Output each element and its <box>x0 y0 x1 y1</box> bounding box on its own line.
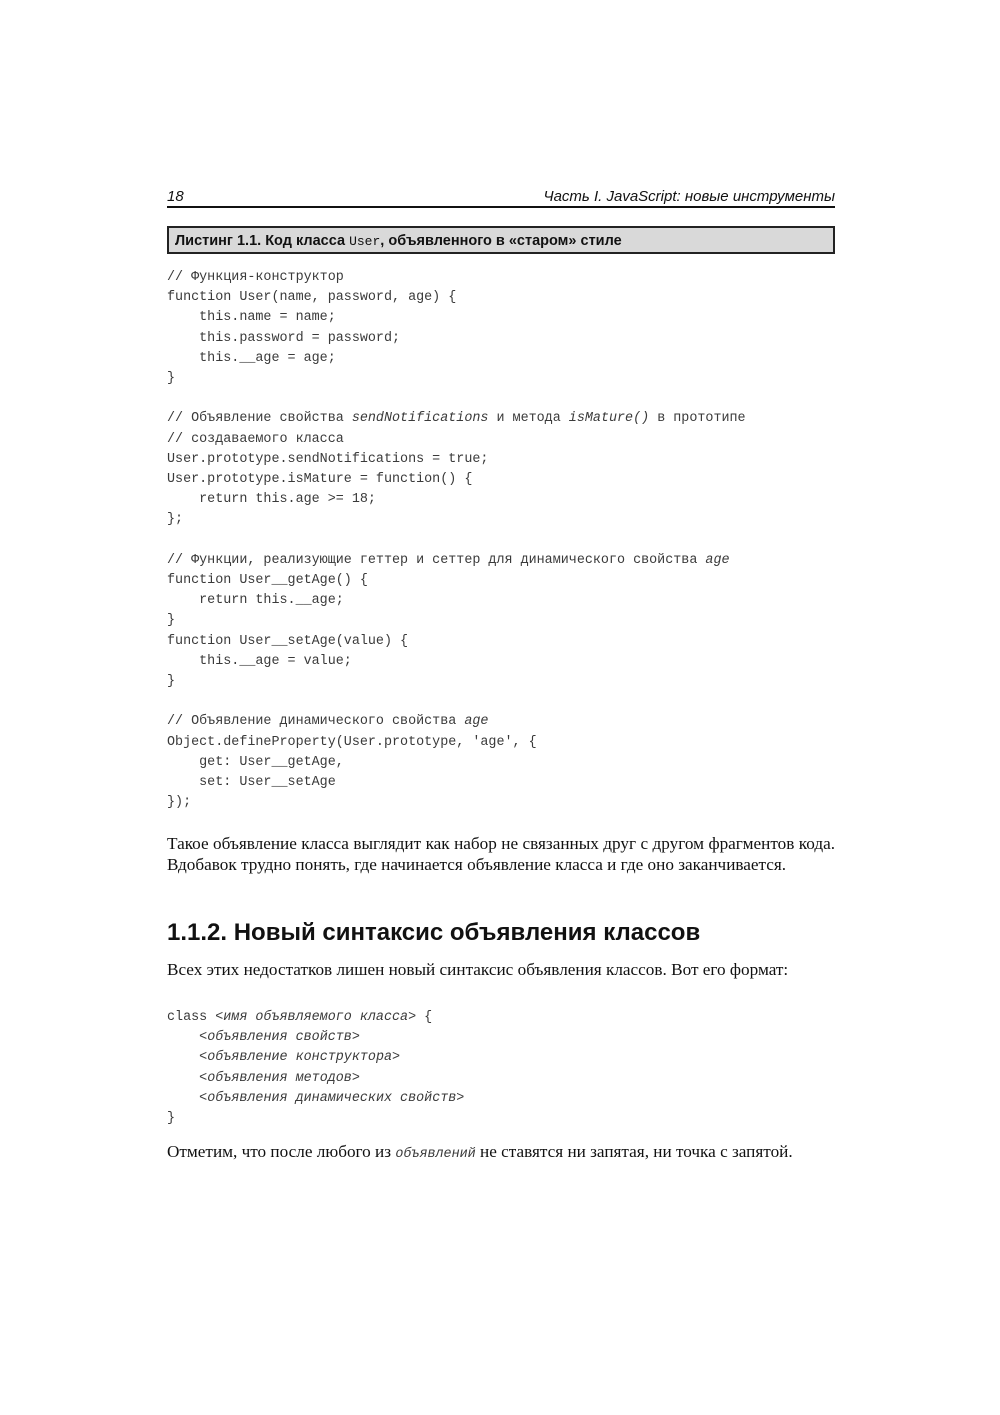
code-line: function User__setAge(value) { <box>167 633 409 649</box>
code-placeholder: <объявления свойств> <box>199 1030 360 1046</box>
paragraph: Всех этих недостатков лишен новый синтаксис объявления классов. Вот его формат: <box>167 960 789 979</box>
code-line: // создаваемого класса <box>167 431 344 447</box>
code-line: get: User__getAge, <box>167 754 344 770</box>
code-line: Object.defineProperty(User.prototype, 'age', { <box>167 734 537 750</box>
code-line: User.prototype.sendNotifications = true; <box>167 451 489 467</box>
code-line: } <box>167 674 176 690</box>
code-line: set: User__setAge <box>167 775 336 791</box>
paragraph-text: не ставятся ни запятая, ни точка с запятой. <box>475 1142 793 1161</box>
part-title: Часть I. JavaScript: новые инструменты <box>543 188 835 205</box>
header-rule <box>167 206 835 208</box>
code-line: function User__getAge() { <box>167 573 368 589</box>
code-comment-line: // Объявление динамического свойства age <box>167 714 489 730</box>
code-placeholder: <объявление конструктора> <box>199 1050 401 1066</box>
code-line: return this.age >= 18; <box>167 492 376 508</box>
listing-caption-code: User <box>349 234 381 249</box>
paragraph: Такое объявление класса выглядит как набор не связанных друг с другом фрагментов кода. Вдобавок трудно понять, где начинается объявление класса и где оно заканчивается. <box>167 834 835 874</box>
code-line: User.prototype.isMature = function() { <box>167 472 473 488</box>
code-line: this.__age = value; <box>167 653 352 669</box>
paragraph <box>167 1141 835 1165</box>
code-line: }; <box>167 512 184 528</box>
code-comment-line: // Объявление свойства sendNotifications и метода isMature() в прототипе <box>167 411 746 427</box>
inline-term: объявлений <box>395 1147 476 1162</box>
code-placeholder: <имя объявляемого класса> <box>215 1010 417 1025</box>
code-line: }); <box>167 795 192 811</box>
code-brace: } <box>167 1111 176 1127</box>
paragraph-text: Отметим, что после любого из <box>167 1142 396 1161</box>
section-heading: 1.1.2. Новый синтаксис объявления классов <box>167 919 701 946</box>
code-line: // Функция-конструктор <box>167 270 344 285</box>
code-line: function User(name, password, age) { <box>167 290 457 306</box>
code-keyword: class <box>167 1010 216 1025</box>
listing-caption-suffix: , объявленного в «старом» стиле <box>380 233 622 249</box>
code-line: return this.__age; <box>167 593 344 609</box>
code-placeholder: <объявления методов> <box>199 1070 360 1086</box>
page-number: 18 <box>167 188 184 205</box>
running-header <box>167 186 835 206</box>
code-comment-line: // Функции, реализующие геттер и сеттер для динамического свойства age <box>167 552 730 568</box>
listing-caption-prefix: Листинг 1.1. Код класса <box>175 233 350 249</box>
code-line: this.name = name; <box>167 310 336 326</box>
code-placeholder: <объявления динамических свойств> <box>199 1090 465 1106</box>
listing-code <box>167 268 746 813</box>
code-line: this.password = password; <box>167 330 401 346</box>
code-brace: { <box>416 1010 433 1025</box>
code-line: this.__age = age; <box>167 350 336 366</box>
class-format-code <box>167 1008 464 1129</box>
code-line: } <box>167 613 176 629</box>
code-line: } <box>167 371 176 387</box>
listing-caption <box>167 226 835 254</box>
